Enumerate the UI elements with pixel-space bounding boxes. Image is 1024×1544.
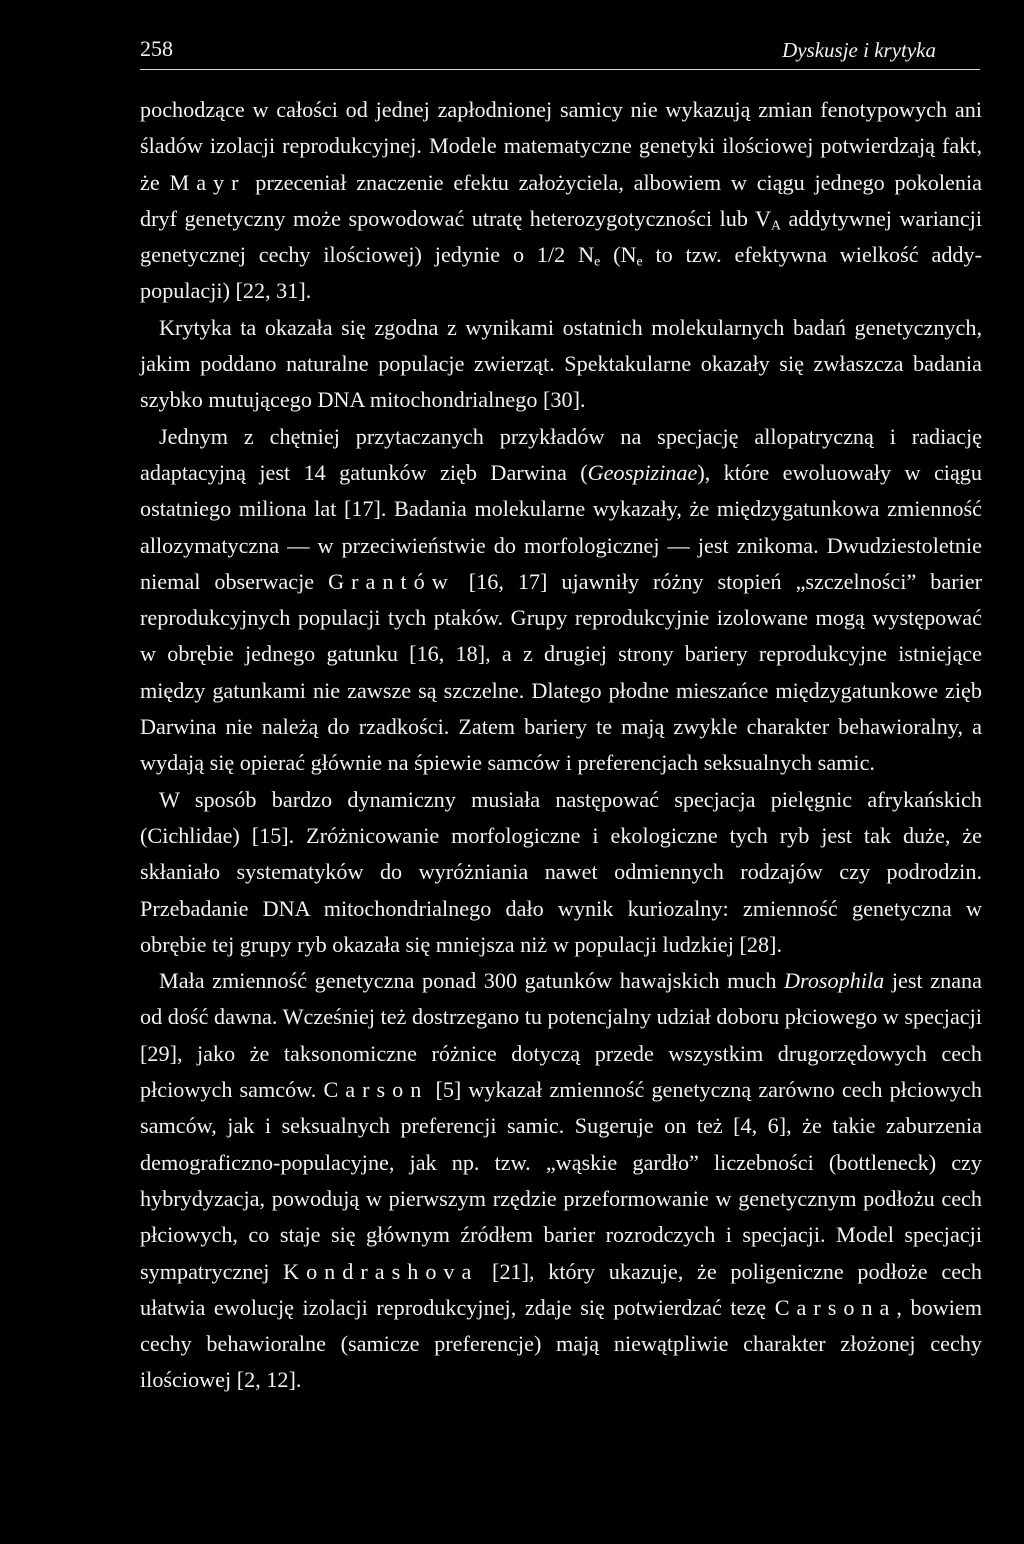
page-number: 258 [140,36,173,61]
text-run: addytywnej wariancji genetycznej cechy ilościowej) jedynie o 1/2 N [140,205,982,268]
paragraph [140,419,982,782]
text-run: Mała zmienność genetyczna ponad 300 gatunków hawajskich much [159,968,784,994]
text-run: [16, 17] ujawniły różny stopień „szczelności” barier reprodukcyjnych populacji tych ptaków. Grupy reprodukcyjnie izolowane mogą występować w obrębie jednego gatunku [16, 18], a z drugiej strony bariery reprodukcyjne istniejące między gatunkami nie zawsze są szczelne. Dlatego płodne mieszańce międzygatunkowe zięb Darwina nie należą do rzadkości. Zatem bariery te mają zwykle charakter behawioralny, a wydają się opierać głównie na śpiewie samców i preferencjach seksualnych samic. [140,568,983,776]
paragraph [140,963,982,1399]
subscript: e [594,253,601,269]
text-run: to tzw. efektywna wielkość addy-populacji) [22, 31]. [140,242,982,304]
text-run: przeceniał znaczenie efektu założyciela, albowiem w ciągu jednego pokolenia dryf genetyczny może spowodować utratę heterozygotyczności lub V [140,169,982,231]
subscript: e [636,253,643,269]
paragraph [140,92,982,310]
paragraph [140,782,982,963]
author-name: Carsona [774,1294,897,1320]
text-run: Jednym z chętniej przytaczanych przykładów na specjację allopatryczną i radiację adaptacyjną jest 14 gatunków zięb Darwina ( [140,423,982,485]
subscript: A [771,217,781,233]
body-text [140,92,982,1399]
text-run: (N [600,242,637,268]
text-run: jest znana od dość dawna. Wcześniej też dostrzegano tu potencjalny udział doboru płciowego w specjacji [29], jako że taksonomiczne różnice dotyczą przede wszystkim drugorzędowych cech płciowych samców. [140,968,982,1103]
paragraph [140,310,982,419]
text-run: pochodzące w całości od jednej zapłodnionej samicy nie wykazują zmian fenotypowych ani śladów izolacji reprodukcyjnej. Modele matematyczne genetyki ilościowej potwierdzają fakt, że [140,97,982,195]
text-run: W sposób bardzo dynamiczny musiała następować specjacja pielęgnic afrykańskich (Cichlidae) [15]. Zróżnicowanie morfologiczne i ekologiczne tych ryb jest tak duże, że skłaniało systematyków do wyróżniania nawet odmiennych rodzajów czy podrodzin. Przebadanie DNA mitochondrialnego dało wynik kuriozalny: zmienność genetyczna w obrębie tej grupy ryb okazała się mniejsza niż w populacji ludzkiej [28]. [140,786,982,957]
author-name: Kondrashova [283,1258,479,1284]
italic-term: Drosophila [784,968,885,994]
text-run: Krytyka ta okazała się zgodna z wynikami ostatnich molekularnych badań genetycznych, jakim poddano naturalne populacje zwierząt. Spektakularne okazały się zwłaszcza badania szybko mutującego DNA mitochondrialnego [30]. [140,314,982,413]
author-name: Carson [323,1077,429,1103]
running-title: Dyskusje i krytyka [782,38,936,62]
author-name: Grantów [328,568,455,594]
header-rule [140,69,980,70]
text-run: , bowiem cechy behawioralne (samicze preferencje) mają niewątpliwie charakter złożonej cechy ilościowej [2, 12]. [140,1294,983,1393]
author-name: Mayr [169,169,246,195]
text-run: [5] wykazał zmienność genetyczną zarówno cech płciowych samców, jak i seksualnych preferencji samic. Sugeruje on też [4, 6], że takie zaburzenia demograficzno-populacyjne, jak np. tzw. „wąskie gardło” liczebności (bottleneck) czy hybrydyzacja, powodują w pierwszym rzędzie przeformowanie w genetycznym podłożu cech płciowych, co staje się głównym źródłem barier rozrodczych i specjacji. Model specjacji sympatrycznej [140,1077,983,1284]
italic-term: Geospizinae [587,459,698,485]
text-run: ), które ewoluowały w ciągu ostatniego miliona lat [17]. Badania molekularne wykazały, że międzygatunkowa zmienność allozymatyczna — w przeciwieństwie do morfologicznej — jest znikoma. Dwudziestoletnie niemal obserwacje [140,459,982,594]
page-header [140,36,980,70]
text-run: [21], który ukazuje, że poligeniczne podłoże cech ułatwia ewolucję izolacji reprodukcyjnej, zdaje się potwierdzać tezę [140,1258,982,1320]
